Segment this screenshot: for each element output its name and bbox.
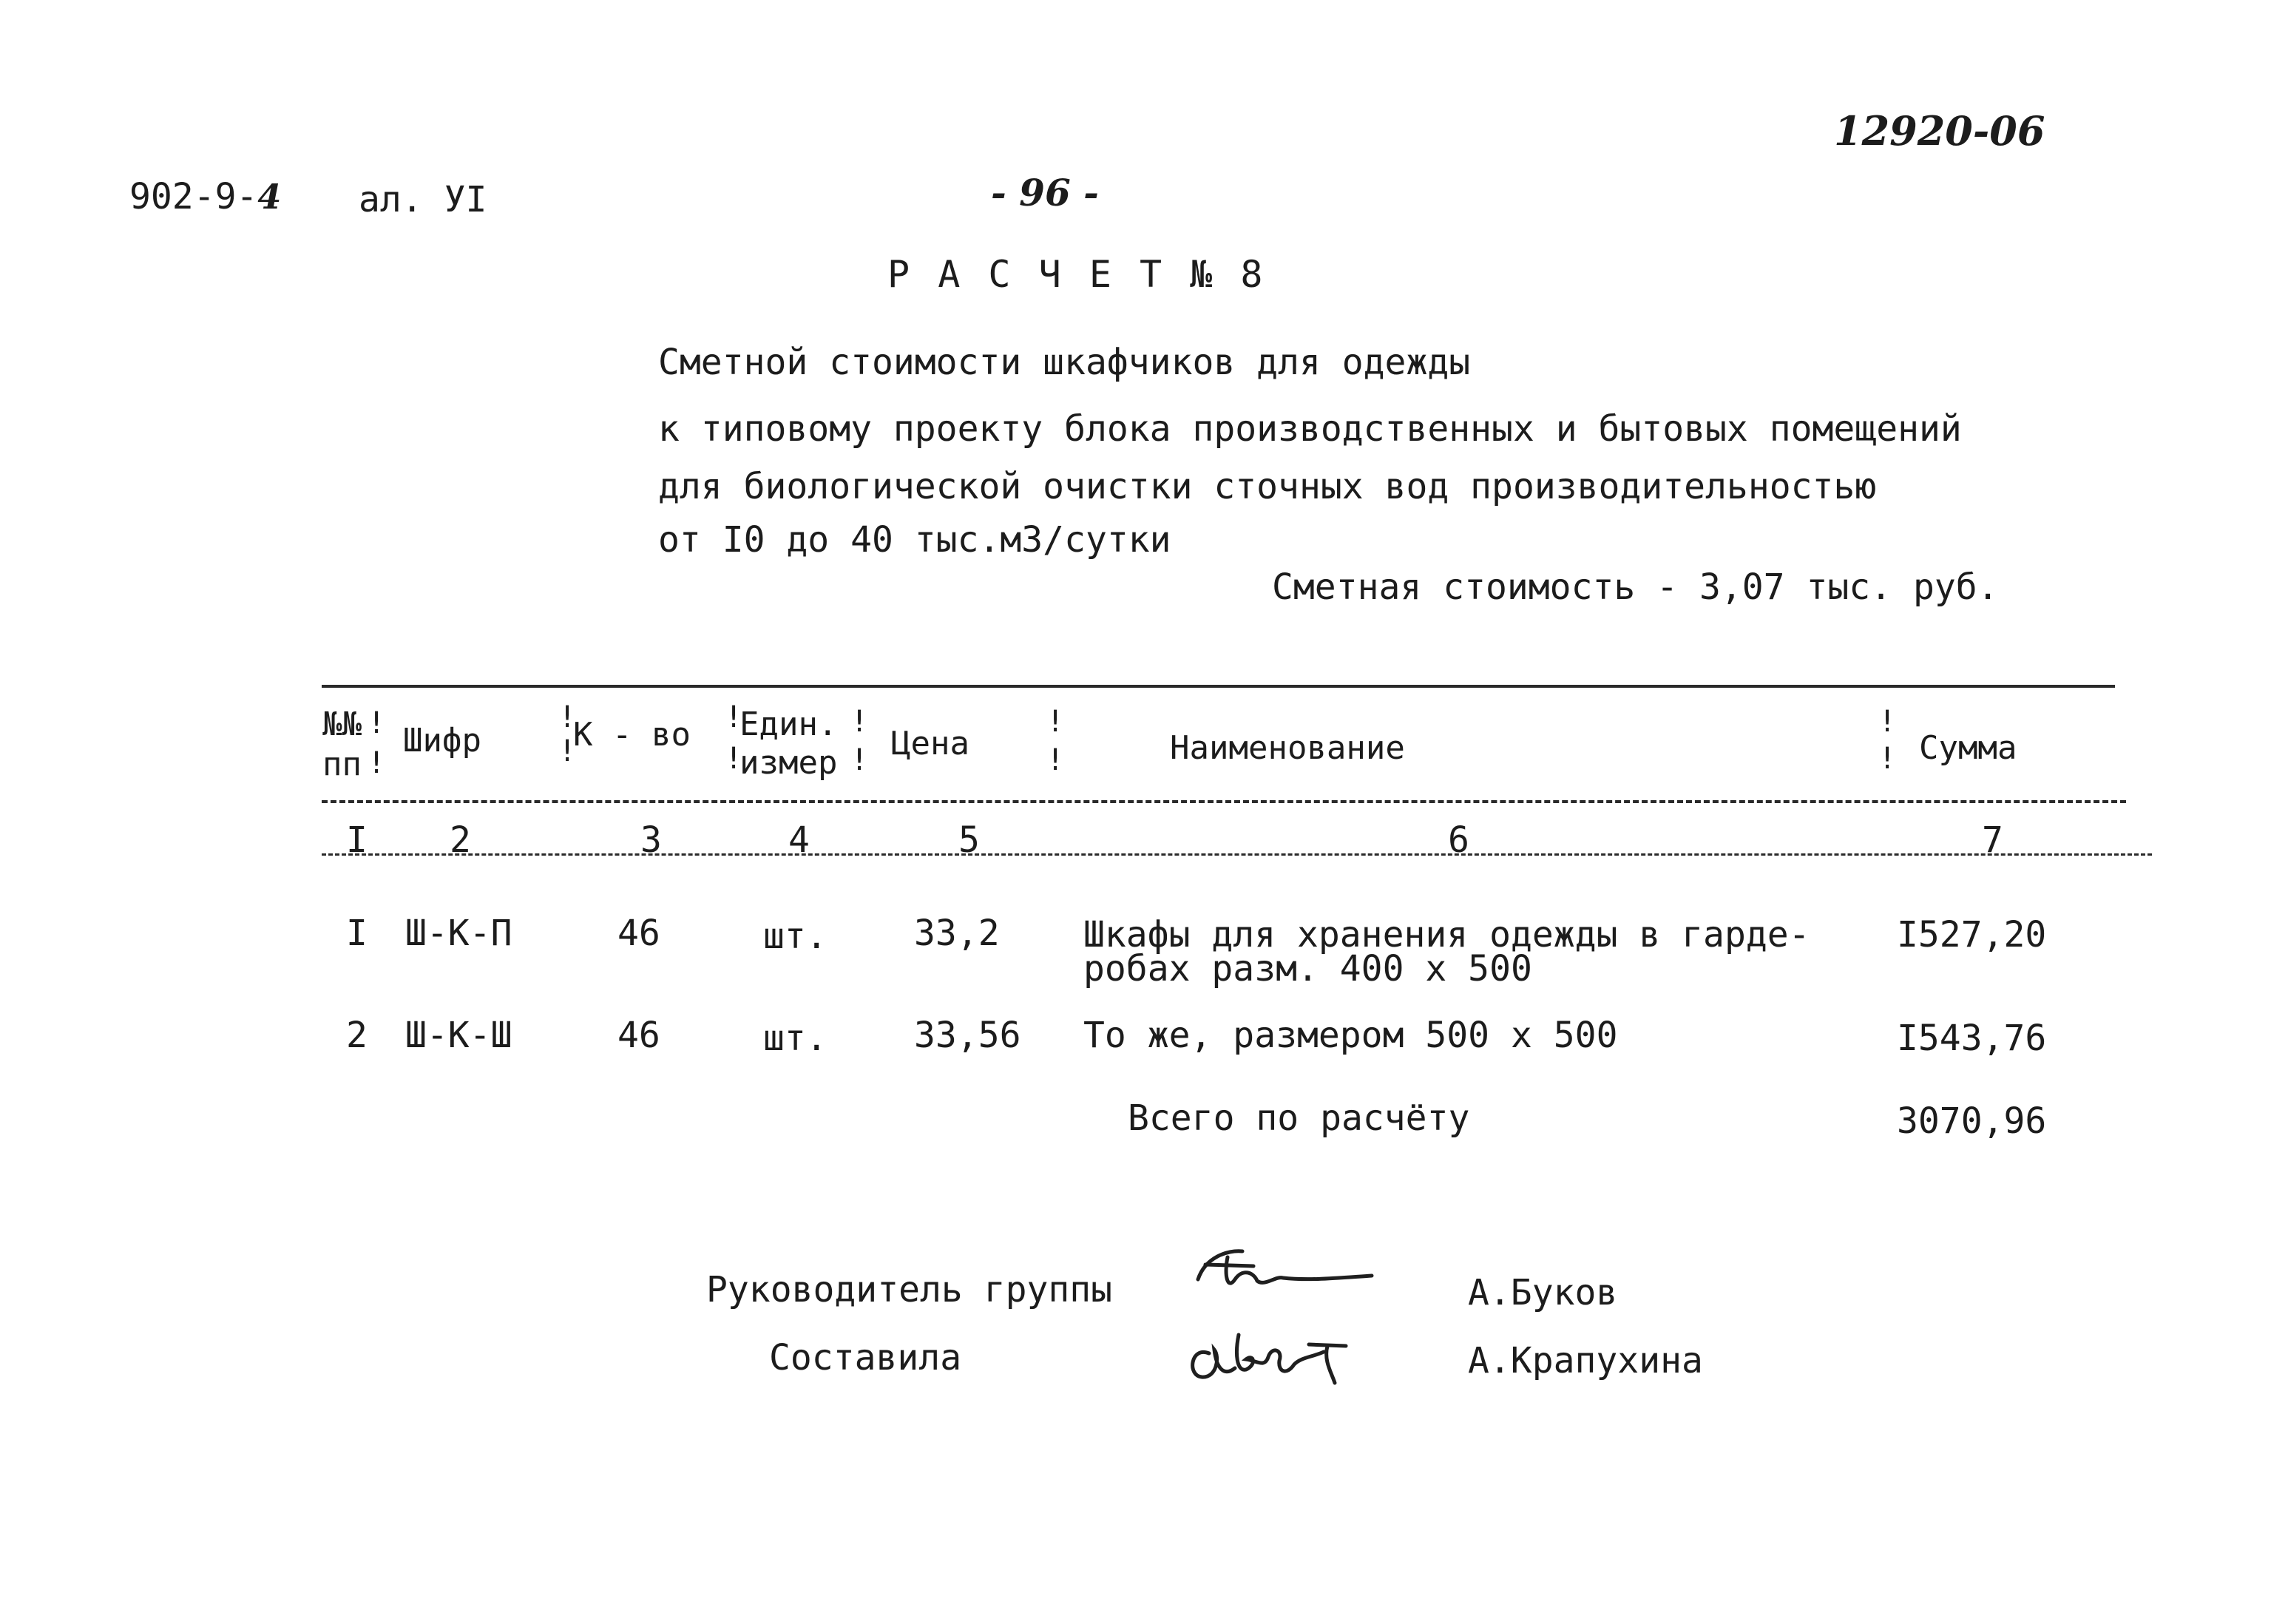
handwritten-signature-leader: [1183, 1235, 1383, 1309]
row-unit: шт.: [763, 1018, 827, 1059]
row-sum: I527,20: [1897, 914, 2047, 955]
row-code: Ш-К-П: [405, 913, 512, 954]
row-code: Ш-К-Ш: [405, 1015, 512, 1056]
signature-role-leader: Руководитель группы: [706, 1269, 1113, 1310]
page-number: - 96 -: [991, 171, 1099, 214]
signature-name-leader: А.Буков: [1468, 1272, 1618, 1313]
row-unit: шт.: [763, 916, 827, 957]
title-line-4: от I0 до 40 тыс.м3/сутки: [658, 519, 1171, 561]
signature-name-author: А.Крапухина: [1468, 1340, 1703, 1381]
column-number-1: I: [346, 819, 368, 861]
row-quantity: 46: [617, 1015, 660, 1056]
table-header-divider: [322, 800, 2126, 803]
title-line-1: Сметной стоимости шкафчиков для одежды: [658, 342, 1471, 383]
col-separator: !: [1878, 742, 1897, 776]
table-top-rule: [322, 685, 2115, 688]
row-sum: I543,76: [1897, 1018, 2047, 1059]
header-unit-a: Един.: [739, 706, 838, 743]
row-name-line-1: Шкафы для хранения одежды в гарде-: [1083, 914, 1810, 955]
col-separator: !: [725, 700, 743, 734]
project-code-handwritten: 4: [257, 177, 282, 217]
header-number-a: №№: [322, 706, 362, 743]
col-separator: !: [1046, 743, 1065, 777]
total-label: Всего по расчёту: [1128, 1097, 1470, 1139]
column-number-5: 5: [958, 819, 980, 861]
column-number-4: 4: [788, 819, 810, 861]
col-separator: !: [725, 742, 743, 776]
signature-role-author: Составила: [769, 1337, 962, 1378]
estimated-cost: Сметная стоимость - 3,07 тыс. руб.: [1272, 566, 1999, 608]
handwritten-signature-author: [1176, 1316, 1368, 1398]
col-separator: !: [368, 706, 386, 740]
project-code: [129, 176, 282, 217]
row-name-line-1: То же, размером 500 х 500: [1083, 1015, 1618, 1056]
title-line-2: к типовому проекту блока производственных и бытовых помещений: [658, 408, 1962, 450]
header-code: Шифр: [403, 722, 481, 759]
header-price: Цена: [891, 725, 969, 762]
row-name-line-2: робах разм. 400 х 500: [1083, 948, 1532, 989]
col-separator: !: [850, 743, 869, 777]
col-separator: !: [1878, 705, 1897, 739]
header-unit-b: измер: [739, 744, 838, 782]
col-separator: !: [1046, 705, 1065, 739]
row-number: 2: [346, 1015, 368, 1056]
row-quantity: 46: [617, 913, 660, 954]
row-price: 33,56: [914, 1015, 1021, 1056]
document-heading: Р А С Ч Е Т № 8: [887, 253, 1266, 296]
header-sum: Сумма: [1919, 729, 2017, 767]
row-number: I: [346, 913, 368, 954]
row-price: 33,2: [914, 913, 1000, 954]
table-number-row-rule: [322, 853, 2152, 856]
col-separator: !: [558, 700, 577, 734]
archive-number: 12920-06: [1834, 107, 2045, 155]
project-code-text: 902-9-: [129, 176, 258, 217]
total-value: 3070,96: [1897, 1100, 2047, 1142]
column-number-2: 2: [450, 819, 471, 861]
col-separator: !: [558, 734, 577, 768]
album-label: ал. УI: [359, 179, 487, 220]
col-separator: !: [850, 705, 869, 739]
column-number-6: 6: [1448, 819, 1469, 861]
header-number-b: пп: [322, 745, 362, 783]
column-number-7: 7: [1982, 819, 2003, 861]
title-line-3: для биологической очистки сточных вод производительностью: [658, 466, 1877, 507]
column-number-3: 3: [640, 819, 662, 861]
col-separator: !: [368, 746, 386, 780]
header-quantity: К - во: [573, 716, 691, 754]
header-name: Наименование: [1170, 729, 1405, 767]
